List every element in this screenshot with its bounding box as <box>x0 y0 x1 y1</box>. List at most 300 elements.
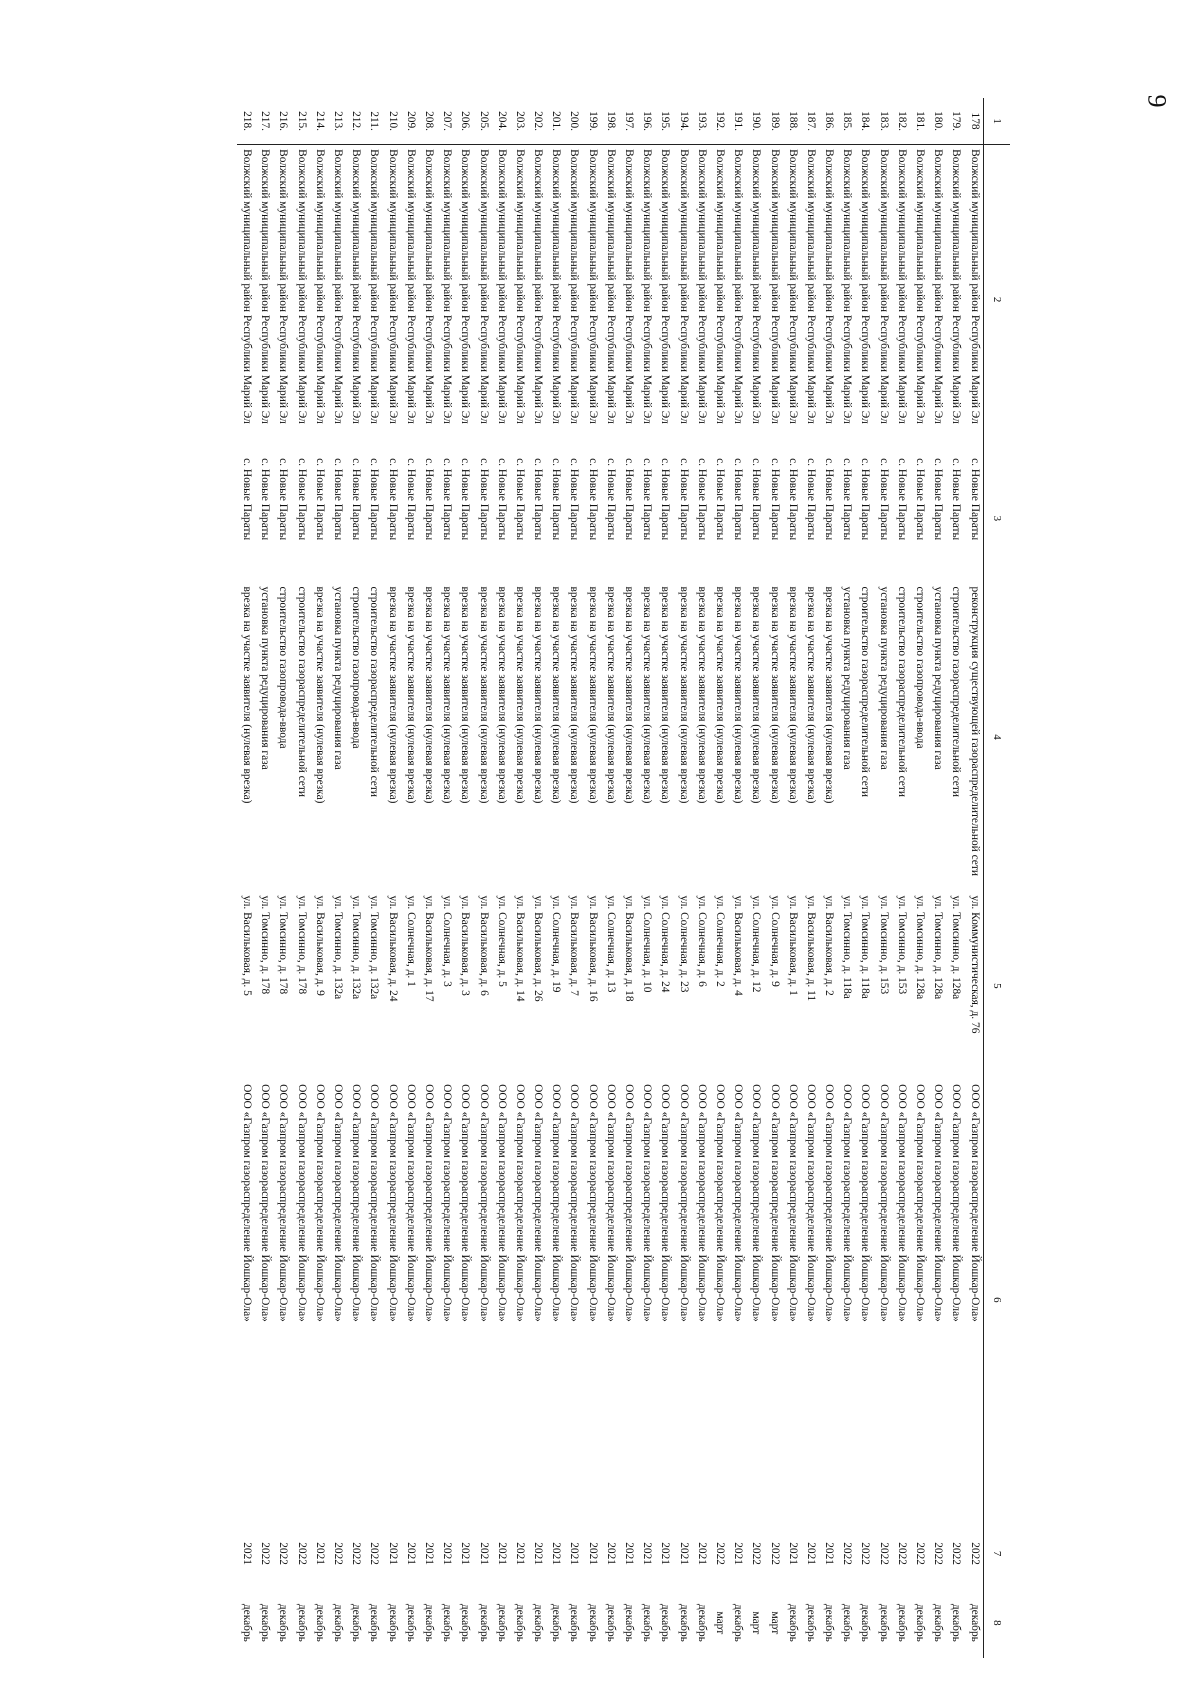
table-cell-col8: декабрь <box>568 1603 581 1642</box>
table-cell-col2: Волжский муниципальный район Республики Марий Эл <box>277 149 290 424</box>
table-cell-col7: 2021 <box>604 1542 617 1565</box>
table-cell-col8: декабрь <box>968 1603 981 1642</box>
table-cell-col5: ул. Солнечная, д. 13 <box>604 895 617 993</box>
table-cell-col5: ул. Томсинно, д. 178 <box>295 895 308 995</box>
table-cell-col7: 2021 <box>823 1542 836 1565</box>
table-cell-col4: установка пункта редуцирования газа <box>259 586 272 770</box>
table-cell-col5: ул. Солнечная, д. 3 <box>441 895 454 987</box>
table-cell-col3: с. Новые Параты <box>695 458 708 541</box>
table-cell-col6: ООО «Газпром газораспределение Йошкар-Ола» <box>859 1084 872 1322</box>
table-cell-col6: ООО «Газпром газораспределение Йошкар-Ола» <box>823 1084 836 1322</box>
table-cell-col7: 2022 <box>368 1542 381 1565</box>
table-cell-col5: ул. Васильковая, д. 17 <box>422 895 435 1002</box>
table-cell-col2: Волжский муниципальный район Республики Марий Эл <box>259 149 272 424</box>
table-cell-col8: декабрь <box>641 1603 654 1642</box>
table-cell-col4: врезка на участке заявителя (нулевая врезка) <box>750 586 763 804</box>
table-cell-col2: Волжский муниципальный район Республики Марий Эл <box>804 149 817 424</box>
table-cell-col6: ООО «Газпром газораспределение Йошкар-Ола» <box>477 1084 490 1322</box>
table-cell-col7: 2021 <box>641 1542 654 1565</box>
header-cell-6: 6 <box>991 1297 1004 1303</box>
table-cell-col7: 2022 <box>859 1542 872 1565</box>
table-cell-col7: 2022 <box>332 1542 345 1565</box>
table-cell-col4: врезка на участке заявителя (нулевая врезка) <box>659 586 672 804</box>
table-cell-col4: врезка на участке заявителя (нулевая врезка) <box>604 586 617 804</box>
table-row <box>292 98 310 1658</box>
data-table <box>237 98 1010 1658</box>
table-cell-col2: Волжский муниципальный район Республики Марий Эл <box>422 149 435 424</box>
table-cell-col8: декабрь <box>823 1603 836 1642</box>
table-cell-col3: с. Новые Параты <box>914 458 927 541</box>
table-cell-col5: ул. Солнечная, д. 1 <box>404 895 417 987</box>
table-cell-col1: 209. <box>401 98 419 145</box>
table-cell-col7: 2021 <box>550 1542 563 1565</box>
table-cell-col2: Волжский муниципальный район Республики Марий Эл <box>968 149 981 424</box>
table-row <box>456 98 474 1658</box>
table-cell-col6: ООО «Газпром газораспределение Йошкар-Ола» <box>513 1084 526 1322</box>
table-cell-col5: ул. Васильковая, д. 4 <box>732 895 745 996</box>
table-row <box>965 98 984 1658</box>
table-cell-col1: 183. <box>874 98 892 145</box>
table-cell-col5: ул. Солнечная, д. 10 <box>641 895 654 993</box>
table-cell-col1: 211. <box>365 98 383 145</box>
table-cell-col2: Волжский муниципальный район Республики Марий Эл <box>441 149 454 424</box>
table-cell-col1: 204. <box>492 98 510 145</box>
table-cell-col8: декабрь <box>404 1603 417 1642</box>
table-cell-col1: 182. <box>892 98 910 145</box>
table-row <box>474 98 492 1658</box>
table-cell-col8: декабрь <box>732 1603 745 1642</box>
table-row <box>637 98 655 1658</box>
table-cell-col1: 199. <box>583 98 601 145</box>
table-row <box>710 98 728 1658</box>
table-cell-col7: 2021 <box>586 1542 599 1565</box>
table-cell-col2: Волжский муниципальный район Республики Марий Эл <box>513 149 526 424</box>
table-cell-col1: 216. <box>274 98 292 145</box>
table-cell-col4: реконструкция существующей газораспределительной сети <box>968 586 981 876</box>
table-cell-col1: 191. <box>728 98 746 145</box>
table-cell-col5: ул. Солнечная, д. 9 <box>768 895 781 987</box>
table-cell-col4: строительство газораспределительной сети <box>895 586 908 797</box>
table-cell-col4: врезка на участке заявителя (нулевая врезка) <box>241 586 254 804</box>
table-cell-col8: декабрь <box>695 1603 708 1642</box>
table-cell-col5: ул. Солнечная, д. 6 <box>695 895 708 987</box>
table-cell-col4: строительство газопровода-ввода <box>350 586 363 749</box>
table-cell-col8: декабрь <box>623 1603 636 1642</box>
table-cell-col8: декабрь <box>513 1603 526 1642</box>
table-cell-col3: с. Новые Параты <box>659 458 672 541</box>
table-cell-col6: ООО «Газпром газораспределение Йошкар-Ола» <box>586 1084 599 1322</box>
table-cell-col3: с. Новые Параты <box>586 458 599 541</box>
table-cell-col6: ООО «Газпром газораспределение Йошкар-Ола» <box>695 1084 708 1322</box>
header-cell-4: 4 <box>991 734 1004 740</box>
table-cell-col2: Волжский муниципальный район Республики Марий Эл <box>950 149 963 424</box>
table-cell-col1: 212. <box>346 98 364 145</box>
table-cell-col5: ул. Васильковая, д. 18 <box>623 895 636 1002</box>
table-cell-col2: Волжский муниципальный район Республики Марий Эл <box>841 149 854 424</box>
table-row <box>583 98 601 1658</box>
table-cell-col8: декабрь <box>804 1603 817 1642</box>
table-cell-col8: декабрь <box>422 1603 435 1642</box>
table-cell-col2: Волжский муниципальный район Республики Марий Эл <box>459 149 472 424</box>
table-cell-col2: Волжский муниципальный район Республики Марий Эл <box>550 149 563 424</box>
table-cell-col6: ООО «Газпром газораспределение Йошкар-Ола» <box>914 1084 927 1322</box>
table-cell-col3: с. Новые Параты <box>368 458 381 541</box>
header-row <box>984 98 1011 1658</box>
table-cell-col1: 194. <box>674 98 692 145</box>
table-cell-col5: ул. Васильковая, д. 6 <box>477 895 490 996</box>
table-cell-col2: Волжский муниципальный район Республики Марий Эл <box>477 149 490 424</box>
table-cell-col3: с. Новые Параты <box>968 458 981 541</box>
table-cell-col3: с. Новые Параты <box>932 458 945 541</box>
table-cell-col5: ул. Томсинно, д. 153 <box>877 895 890 995</box>
table-cell-col6: ООО «Газпром газораспределение Йошкар-Ола» <box>713 1084 726 1322</box>
table-cell-col6: ООО «Газпром газораспределение Йошкар-Ола» <box>932 1084 945 1322</box>
table-cell-col1: 201. <box>547 98 565 145</box>
table-cell-col3: с. Новые Параты <box>604 458 617 541</box>
table-cell-col8: декабрь <box>859 1603 872 1642</box>
table-cell-col8: март <box>750 1611 763 1635</box>
table-cell-col1: 185. <box>838 98 856 145</box>
table-cell-col7: 2021 <box>422 1542 435 1565</box>
table-cell-col5: ул. Васильковая, д. 7 <box>568 895 581 996</box>
table-cell-col6: ООО «Газпром газораспределение Йошкар-Ола» <box>804 1084 817 1322</box>
table-row <box>747 98 765 1658</box>
table-cell-col1: 193. <box>692 98 710 145</box>
table-cell-col2: Волжский муниципальный район Республики Марий Эл <box>623 149 636 424</box>
table-cell-col4: врезка на участке заявителя (нулевая врезка) <box>623 586 636 804</box>
table-row <box>692 98 710 1658</box>
table-cell-col3: с. Новые Параты <box>786 458 799 541</box>
table-row <box>801 98 819 1658</box>
table-cell-col3: с. Новые Параты <box>732 458 745 541</box>
table-cell-col4: врезка на участке заявителя (нулевая врезка) <box>313 586 326 804</box>
table-cell-col2: Волжский муниципальный район Республики Марий Эл <box>641 149 654 424</box>
table-cell-col8: декабрь <box>441 1603 454 1642</box>
table-cell-col7: 2021 <box>495 1542 508 1565</box>
table-cell-col7: 2022 <box>914 1542 927 1565</box>
table-row <box>365 98 383 1658</box>
table-header <box>984 98 1011 1658</box>
table-cell-col8: декабрь <box>659 1603 672 1642</box>
table-cell-col4: установка пункта редуцирования газа <box>932 586 945 770</box>
table-cell-col4: строительство газопровода-ввода <box>914 586 927 749</box>
table-cell-col5: ул. Васильковая, д. 24 <box>386 895 399 1002</box>
table-cell-col3: с. Новые Параты <box>513 458 526 541</box>
table-cell-col2: Волжский муниципальный район Республики Марий Эл <box>604 149 617 424</box>
table-cell-col2: Волжский муниципальный район Республики Марий Эл <box>732 149 745 424</box>
table-cell-col4: строительство газораспределительной сети <box>859 586 872 797</box>
table-cell-col6: ООО «Газпром газораспределение Йошкар-Ола» <box>459 1084 472 1322</box>
table-cell-col6: ООО «Газпром газораспределение Йошкар-Ола» <box>877 1084 890 1322</box>
table-cell-col5: ул. Томсинно, д. 132а <box>332 895 345 1000</box>
table-cell-col4: установка пункта редуцирования газа <box>877 586 890 770</box>
table-row <box>528 98 546 1658</box>
table-cell-col7: 2022 <box>950 1542 963 1565</box>
table-cell-col7: 2021 <box>786 1542 799 1565</box>
table-cell-col6: ООО «Газпром газораспределение Йошкар-Ола» <box>404 1084 417 1322</box>
table-cell-col2: Волжский муниципальный район Республики Марий Эл <box>586 149 599 424</box>
table-cell-col4: врезка на участке заявителя (нулевая врезка) <box>386 586 399 804</box>
table-cell-col1: 179. <box>947 98 965 145</box>
table-cell-col7: 2021 <box>441 1542 454 1565</box>
table-cell-col7: 2022 <box>932 1542 945 1565</box>
table-cell-col5: ул. Васильковая, д. 11 <box>804 895 817 1002</box>
table-cell-col6: ООО «Газпром газораспределение Йошкар-Ола» <box>422 1084 435 1322</box>
table-row <box>419 98 437 1658</box>
table-cell-col1: 203. <box>510 98 528 145</box>
table-cell-col5: ул. Томсинно, д. 118а <box>841 895 854 999</box>
table-cell-col3: с. Новые Параты <box>950 458 963 541</box>
table-cell-col1: 210. <box>383 98 401 145</box>
table-row <box>765 98 783 1658</box>
table-cell-col1: 180. <box>928 98 946 145</box>
table-row <box>565 98 583 1658</box>
table-cell-col5: ул. Васильковая, д. 3 <box>459 895 472 996</box>
table-row <box>892 98 910 1658</box>
table-cell-col7: 2022 <box>277 1542 290 1565</box>
table-cell-col6: ООО «Газпром газораспределение Йошкар-Ола» <box>786 1084 799 1322</box>
table-cell-col6: ООО «Газпром газораспределение Йошкар-Ола» <box>313 1084 326 1322</box>
table-cell-col2: Волжский муниципальный район Республики Марий Эл <box>695 149 708 424</box>
table-cell-col7: 2022 <box>259 1542 272 1565</box>
table-cell-col2: Волжский муниципальный район Республики Марий Эл <box>532 149 545 424</box>
table-cell-col4: установка пункта редуцирования газа <box>332 586 345 770</box>
table-cell-col4: врезка на участке заявителя (нулевая врезка) <box>404 586 417 804</box>
table-cell-col5: ул. Васильковая, д. 16 <box>586 895 599 1002</box>
table-cell-col1: 190. <box>747 98 765 145</box>
table-cell-col3: с. Новые Параты <box>677 458 690 541</box>
table-cell-col2: Волжский муниципальный район Республики Марий Эл <box>914 149 927 424</box>
table-cell-col8: декабрь <box>586 1603 599 1642</box>
header-cell-1: 1 <box>984 98 1011 145</box>
table-cell-col2: Волжский муниципальный район Республики Марий Эл <box>895 149 908 424</box>
table-cell-col7: 2021 <box>623 1542 636 1565</box>
table-cell-col3: с. Новые Параты <box>332 458 345 541</box>
table-cell-col7: 2022 <box>295 1542 308 1565</box>
table-cell-col1: 178 <box>965 98 984 145</box>
table-cell-col5: ул. Солнечная, д. 2 <box>713 895 726 987</box>
table-cell-col8: декабрь <box>459 1603 472 1642</box>
header-cell-5: 5 <box>991 983 1004 989</box>
table-cell-col3: с. Новые Параты <box>768 458 781 541</box>
table-cell-col1: 215. <box>292 98 310 145</box>
table-cell-col8: декабрь <box>350 1603 363 1642</box>
table-cell-col4: врезка на участке заявителя (нулевая врезка) <box>477 586 490 804</box>
table-row <box>328 98 346 1658</box>
table-cell-col8: декабрь <box>368 1603 381 1642</box>
table-cell-col8: декабрь <box>841 1603 854 1642</box>
table-row <box>874 98 892 1658</box>
table-cell-col5: ул. Томсинно, д. 128а <box>950 895 963 1000</box>
table-cell-col3: с. Новые Параты <box>895 458 908 541</box>
table-cell-col2: Волжский муниципальный район Республики Марий Эл <box>386 149 399 424</box>
table-cell-col4: врезка на участке заявителя (нулевая врезка) <box>422 586 435 804</box>
table-cell-col3: с. Новые Параты <box>532 458 545 541</box>
table-cell-col8: декабрь <box>495 1603 508 1642</box>
table-cell-col8: декабрь <box>877 1603 890 1642</box>
table-cell-col2: Волжский муниципальный район Республики Марий Эл <box>313 149 326 424</box>
table-cell-col5: ул. Васильковая, д. 2 <box>823 895 836 996</box>
table-cell-col2: Волжский муниципальный район Республики Марий Эл <box>568 149 581 424</box>
table-cell-col8: декабрь <box>950 1603 963 1642</box>
table-cell-col6: ООО «Газпром газораспределение Йошкар-Ола» <box>950 1084 963 1322</box>
table-cell-col8: декабрь <box>532 1603 545 1642</box>
table-cell-col2: Волжский муниципальный район Республики Марий Эл <box>295 149 308 424</box>
table-cell-col5: ул. Коммунистическая, д. 76 <box>968 895 981 1034</box>
table-cell-col6: ООО «Газпром газораспределение Йошкар-Ола» <box>750 1084 763 1322</box>
table-cell-col8: март <box>768 1611 781 1635</box>
table-cell-col8: декабрь <box>932 1603 945 1642</box>
table-cell-col2: Волжский муниципальный район Республики Марий Эл <box>495 149 508 424</box>
table-cell-col3: с. Новые Параты <box>459 458 472 541</box>
table-cell-col4: врезка на участке заявителя (нулевая врезка) <box>677 586 690 804</box>
table-cell-col4: врезка на участке заявителя (нулевая врезка) <box>823 586 836 804</box>
table-row <box>401 98 419 1658</box>
table-cell-col8: декабрь <box>313 1603 326 1642</box>
table-cell-col3: с. Новые Параты <box>550 458 563 541</box>
table-cell-col8: декабрь <box>477 1603 490 1642</box>
table-cell-col5: ул. Солнечная, д. 19 <box>550 895 563 993</box>
table-cell-col2: Волжский муниципальный район Республики Марий Эл <box>859 149 872 424</box>
table-cell-col1: 196. <box>637 98 655 145</box>
table-cell-col1: 213. <box>328 98 346 145</box>
table-cell-col3: с. Новые Параты <box>422 458 435 541</box>
table-cell-col4: врезка на участке заявителя (нулевая врезка) <box>586 586 599 804</box>
table-cell-col6: ООО «Газпром газораспределение Йошкар-Ола» <box>386 1084 399 1322</box>
header-cell-3: 3 <box>991 515 1004 522</box>
table-cell-col7: 2021 <box>659 1542 672 1565</box>
table-cell-col4: врезка на участке заявителя (нулевая врезка) <box>641 586 654 804</box>
table-cell-col6: ООО «Газпром газораспределение Йошкар-Ола» <box>732 1084 745 1322</box>
table-cell-col3: с. Новые Параты <box>441 458 454 541</box>
table-cell-col5: ул. Солнечная, д. 12 <box>750 895 763 993</box>
table-cell-col7: 2021 <box>513 1542 526 1565</box>
header-cell-2: 2 <box>991 296 1004 303</box>
table-cell-col1: 217. <box>256 98 274 145</box>
table-cell-col5: ул. Васильковая, д. 26 <box>532 895 545 1002</box>
table-row <box>437 98 455 1658</box>
table-cell-col7: 2022 <box>350 1542 363 1565</box>
table-row <box>910 98 928 1658</box>
table-cell-col2: Волжский муниципальный район Республики Марий Эл <box>823 149 836 424</box>
table-cell-col3: с. Новые Параты <box>623 458 636 541</box>
table-cell-col6: ООО «Газпром газораспределение Йошкар-Ола» <box>550 1084 563 1322</box>
table-cell-col6: ООО «Газпром газораспределение Йошкар-Ола» <box>641 1084 654 1322</box>
table-cell-col7: 2021 <box>804 1542 817 1565</box>
table-row <box>619 98 637 1658</box>
table-cell-col1: 186. <box>819 98 837 145</box>
table-row <box>947 98 965 1658</box>
table-cell-col8: декабрь <box>677 1603 690 1642</box>
table-row <box>256 98 274 1658</box>
table-cell-col1: 200. <box>565 98 583 145</box>
table-cell-col2: Волжский муниципальный район Республики Марий Эл <box>932 149 945 424</box>
table-cell-col1: 205. <box>474 98 492 145</box>
table-cell-col3: с. Новые Параты <box>750 458 763 541</box>
table-cell-col6: ООО «Газпром газораспределение Йошкар-Ола» <box>495 1084 508 1322</box>
table-cell-col1: 181. <box>910 98 928 145</box>
table-cell-col2: Волжский муниципальный район Республики Марий Эл <box>786 149 799 424</box>
table-cell-col1: 206. <box>456 98 474 145</box>
table-cell-col4: врезка на участке заявителя (нулевая врезка) <box>441 586 454 804</box>
table-cell-col5: ул. Васильковая, д. 5 <box>241 895 254 996</box>
table-cell-col8: декабрь <box>604 1603 617 1642</box>
table-row <box>783 98 801 1658</box>
table-cell-col7: 2021 <box>677 1542 690 1565</box>
table-cell-col8: март <box>713 1611 726 1635</box>
table-cell-col3: с. Новые Параты <box>404 458 417 541</box>
table-cell-col3: с. Новые Параты <box>295 458 308 541</box>
table-cell-col7: 2022 <box>750 1542 763 1565</box>
table-cell-col3: с. Новые Параты <box>495 458 508 541</box>
table-cell-col3: с. Новые Параты <box>804 458 817 541</box>
table-row <box>856 98 874 1658</box>
table-cell-col4: строительство газораспределительной сети <box>950 586 963 797</box>
table-row <box>601 98 619 1658</box>
table-cell-col7: 2022 <box>713 1542 726 1565</box>
table-cell-col5: ул. Томсинно, д. 128а <box>932 895 945 1000</box>
table-cell-col7: 2022 <box>968 1542 981 1565</box>
table-cell-col7: 2021 <box>386 1542 399 1565</box>
table-cell-col8: декабрь <box>786 1603 799 1642</box>
table-cell-col1: 202. <box>528 98 546 145</box>
table-cell-col5: ул. Томсинно, д. 178 <box>277 895 290 995</box>
table-cell-col5: ул. Солнечная, д. 5 <box>495 895 508 987</box>
table-cell-col7: 2021 <box>241 1542 254 1565</box>
table-row <box>274 98 292 1658</box>
table-cell-col6: ООО «Газпром газораспределение Йошкар-Ола» <box>350 1084 363 1322</box>
table-cell-col4: врезка на участке заявителя (нулевая врезка) <box>459 586 472 804</box>
table-cell-col7: 2021 <box>732 1542 745 1565</box>
table-cell-col6: ООО «Газпром газораспределение Йошкар-Ола» <box>295 1084 308 1322</box>
table-cell-col1: 197. <box>619 98 637 145</box>
table-cell-col6: ООО «Газпром газораспределение Йошкар-Ола» <box>677 1084 690 1322</box>
table-row <box>819 98 837 1658</box>
table-cell-col1: 208. <box>419 98 437 145</box>
table-cell-col6: ООО «Газпром газораспределение Йошкар-Ола» <box>968 1084 981 1322</box>
table-cell-col5: ул. Васильковая, д. 1 <box>786 895 799 996</box>
table-cell-col4: врезка на участке заявителя (нулевая врезка) <box>568 586 581 804</box>
table-row <box>838 98 856 1658</box>
table-cell-col4: строительство газораспределительной сети <box>295 586 308 797</box>
table-cell-col6: ООО «Газпром газораспределение Йошкар-Ола» <box>532 1084 545 1322</box>
header-cell-7: 7 <box>991 1550 1004 1557</box>
table-body <box>237 98 983 1658</box>
table-cell-col3: с. Новые Параты <box>386 458 399 541</box>
table-cell-col2: Волжский муниципальный район Республики Марий Эл <box>332 149 345 424</box>
table-cell-col6: ООО «Газпром газораспределение Йошкар-Ола» <box>895 1084 908 1322</box>
table-cell-col8: декабрь <box>386 1603 399 1642</box>
table-cell-col5: ул. Солнечная, д. 23 <box>677 895 690 993</box>
table-cell-col3: с. Новые Параты <box>313 458 326 541</box>
table-cell-col5: ул. Томсинно, д. 128а <box>914 895 927 1000</box>
table-cell-col4: врезка на участке заявителя (нулевая врезка) <box>768 586 781 804</box>
table-cell-col3: с. Новые Параты <box>859 458 872 541</box>
table-cell-col2: Волжский муниципальный район Республики Марий Эл <box>241 149 254 424</box>
table-cell-col3: с. Новые Параты <box>713 458 726 541</box>
table-cell-col2: Волжский муниципальный район Республики Марий Эл <box>677 149 690 424</box>
table-cell-col7: 2021 <box>459 1542 472 1565</box>
table-cell-col3: с. Новые Параты <box>841 458 854 541</box>
table-cell-col7: 2021 <box>568 1542 581 1565</box>
table-cell-col4: врезка на участке заявителя (нулевая врезка) <box>804 586 817 804</box>
page-number: 9 <box>1142 94 1172 108</box>
table-row <box>310 98 328 1658</box>
table-cell-col2: Волжский муниципальный район Республики Марий Эл <box>659 149 672 424</box>
table-cell-col5: ул. Солнечная, д. 24 <box>659 895 672 993</box>
table-cell-col1: 207. <box>437 98 455 145</box>
table-cell-col1: 195. <box>656 98 674 145</box>
